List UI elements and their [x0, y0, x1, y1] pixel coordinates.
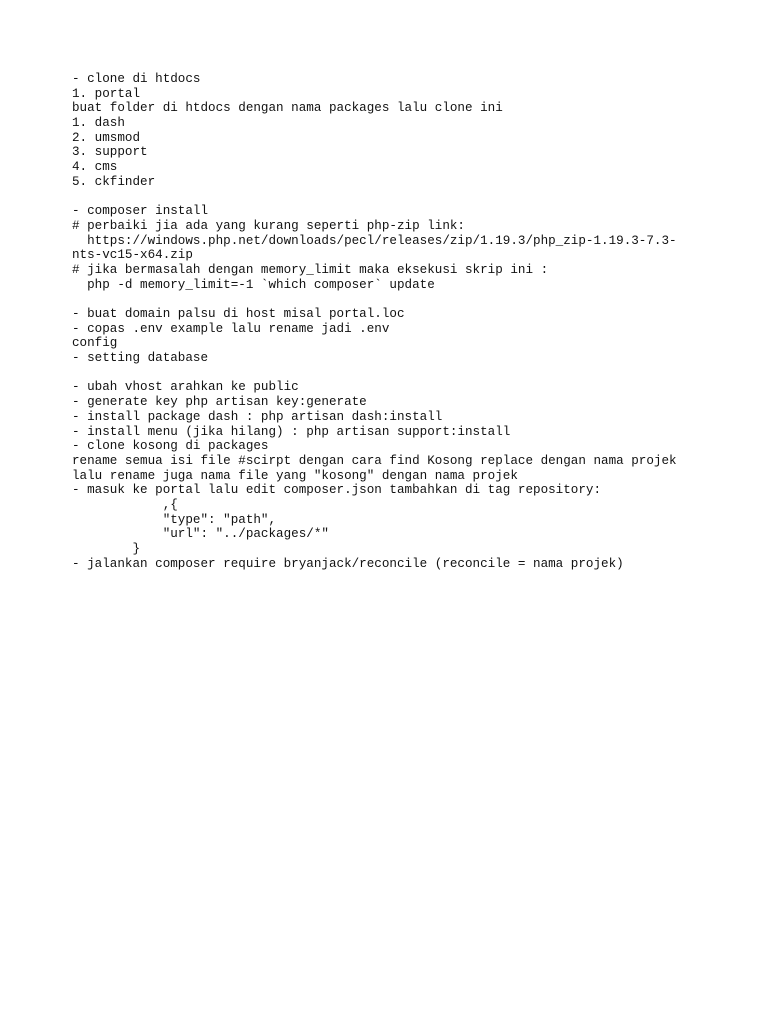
- text-line: https://windows.php.net/downloads/pecl/releases/zip/1.19.3/php_zip-1.19.3-7.3-: [72, 233, 677, 248]
- blank-line: [72, 190, 692, 205]
- text-line: - install package dash : php artisan dash:install: [72, 409, 443, 424]
- text-line: - jalankan composer require bryanjack/reconcile (reconcile = nama projek): [72, 556, 624, 571]
- text-line: - masuk ke portal lalu edit composer.json tambahkan di tag repository:: [72, 483, 602, 498]
- blank-line: [72, 366, 692, 381]
- text-line: 2. umsmod: [72, 130, 141, 145]
- text-line: # jika bermasalah dengan memory_limit maka eksekusi skrip ini :: [72, 262, 549, 277]
- text-line: 3. support: [72, 145, 148, 160]
- text-line: rename semua isi file #scirpt dengan cara find Kosong replace dengan nama projek: [72, 453, 677, 468]
- text-line: }: [72, 542, 141, 556]
- text-line: 1. dash: [72, 116, 125, 131]
- text-line: - buat domain palsu di host misal portal.loc: [72, 307, 405, 321]
- text-line: - copas .env example lalu rename jadi .env: [72, 321, 390, 336]
- document-body: [72, 72, 692, 571]
- text-line: - install menu (jika hilang) : php artisan support:install: [72, 424, 511, 439]
- text-line: "type": "path",: [72, 512, 277, 527]
- blank-line: [72, 292, 692, 307]
- text-line: - clone di htdocs: [72, 72, 201, 86]
- text-line: 5. ckfinder: [72, 174, 156, 189]
- text-line: php -d memory_limit=-1 `which composer` update: [72, 277, 435, 292]
- text-line: 4. cms: [72, 160, 118, 175]
- text-line: nts-vc15-x64.zip: [72, 248, 193, 263]
- text-line: - ubah vhost arahkan ke public: [72, 380, 299, 395]
- text-line: - clone kosong di packages: [72, 439, 269, 454]
- text-line: - setting database: [72, 351, 209, 366]
- text-line: ,{: [72, 497, 178, 512]
- text-line: buat folder di htdocs dengan nama packages lalu clone ini: [72, 101, 503, 116]
- text-line: lalu rename juga nama file yang "kosong" dengan nama projek: [72, 468, 518, 483]
- text-line: - composer install: [72, 204, 209, 219]
- text-line: - generate key php artisan key:generate: [72, 395, 367, 410]
- text-line: config: [72, 336, 118, 351]
- text-line: # perbaiki jia ada yang kurang seperti php-zip link:: [72, 218, 465, 233]
- text-line: 1. portal: [72, 86, 141, 101]
- text-line: "url": "../packages/*": [72, 527, 329, 542]
